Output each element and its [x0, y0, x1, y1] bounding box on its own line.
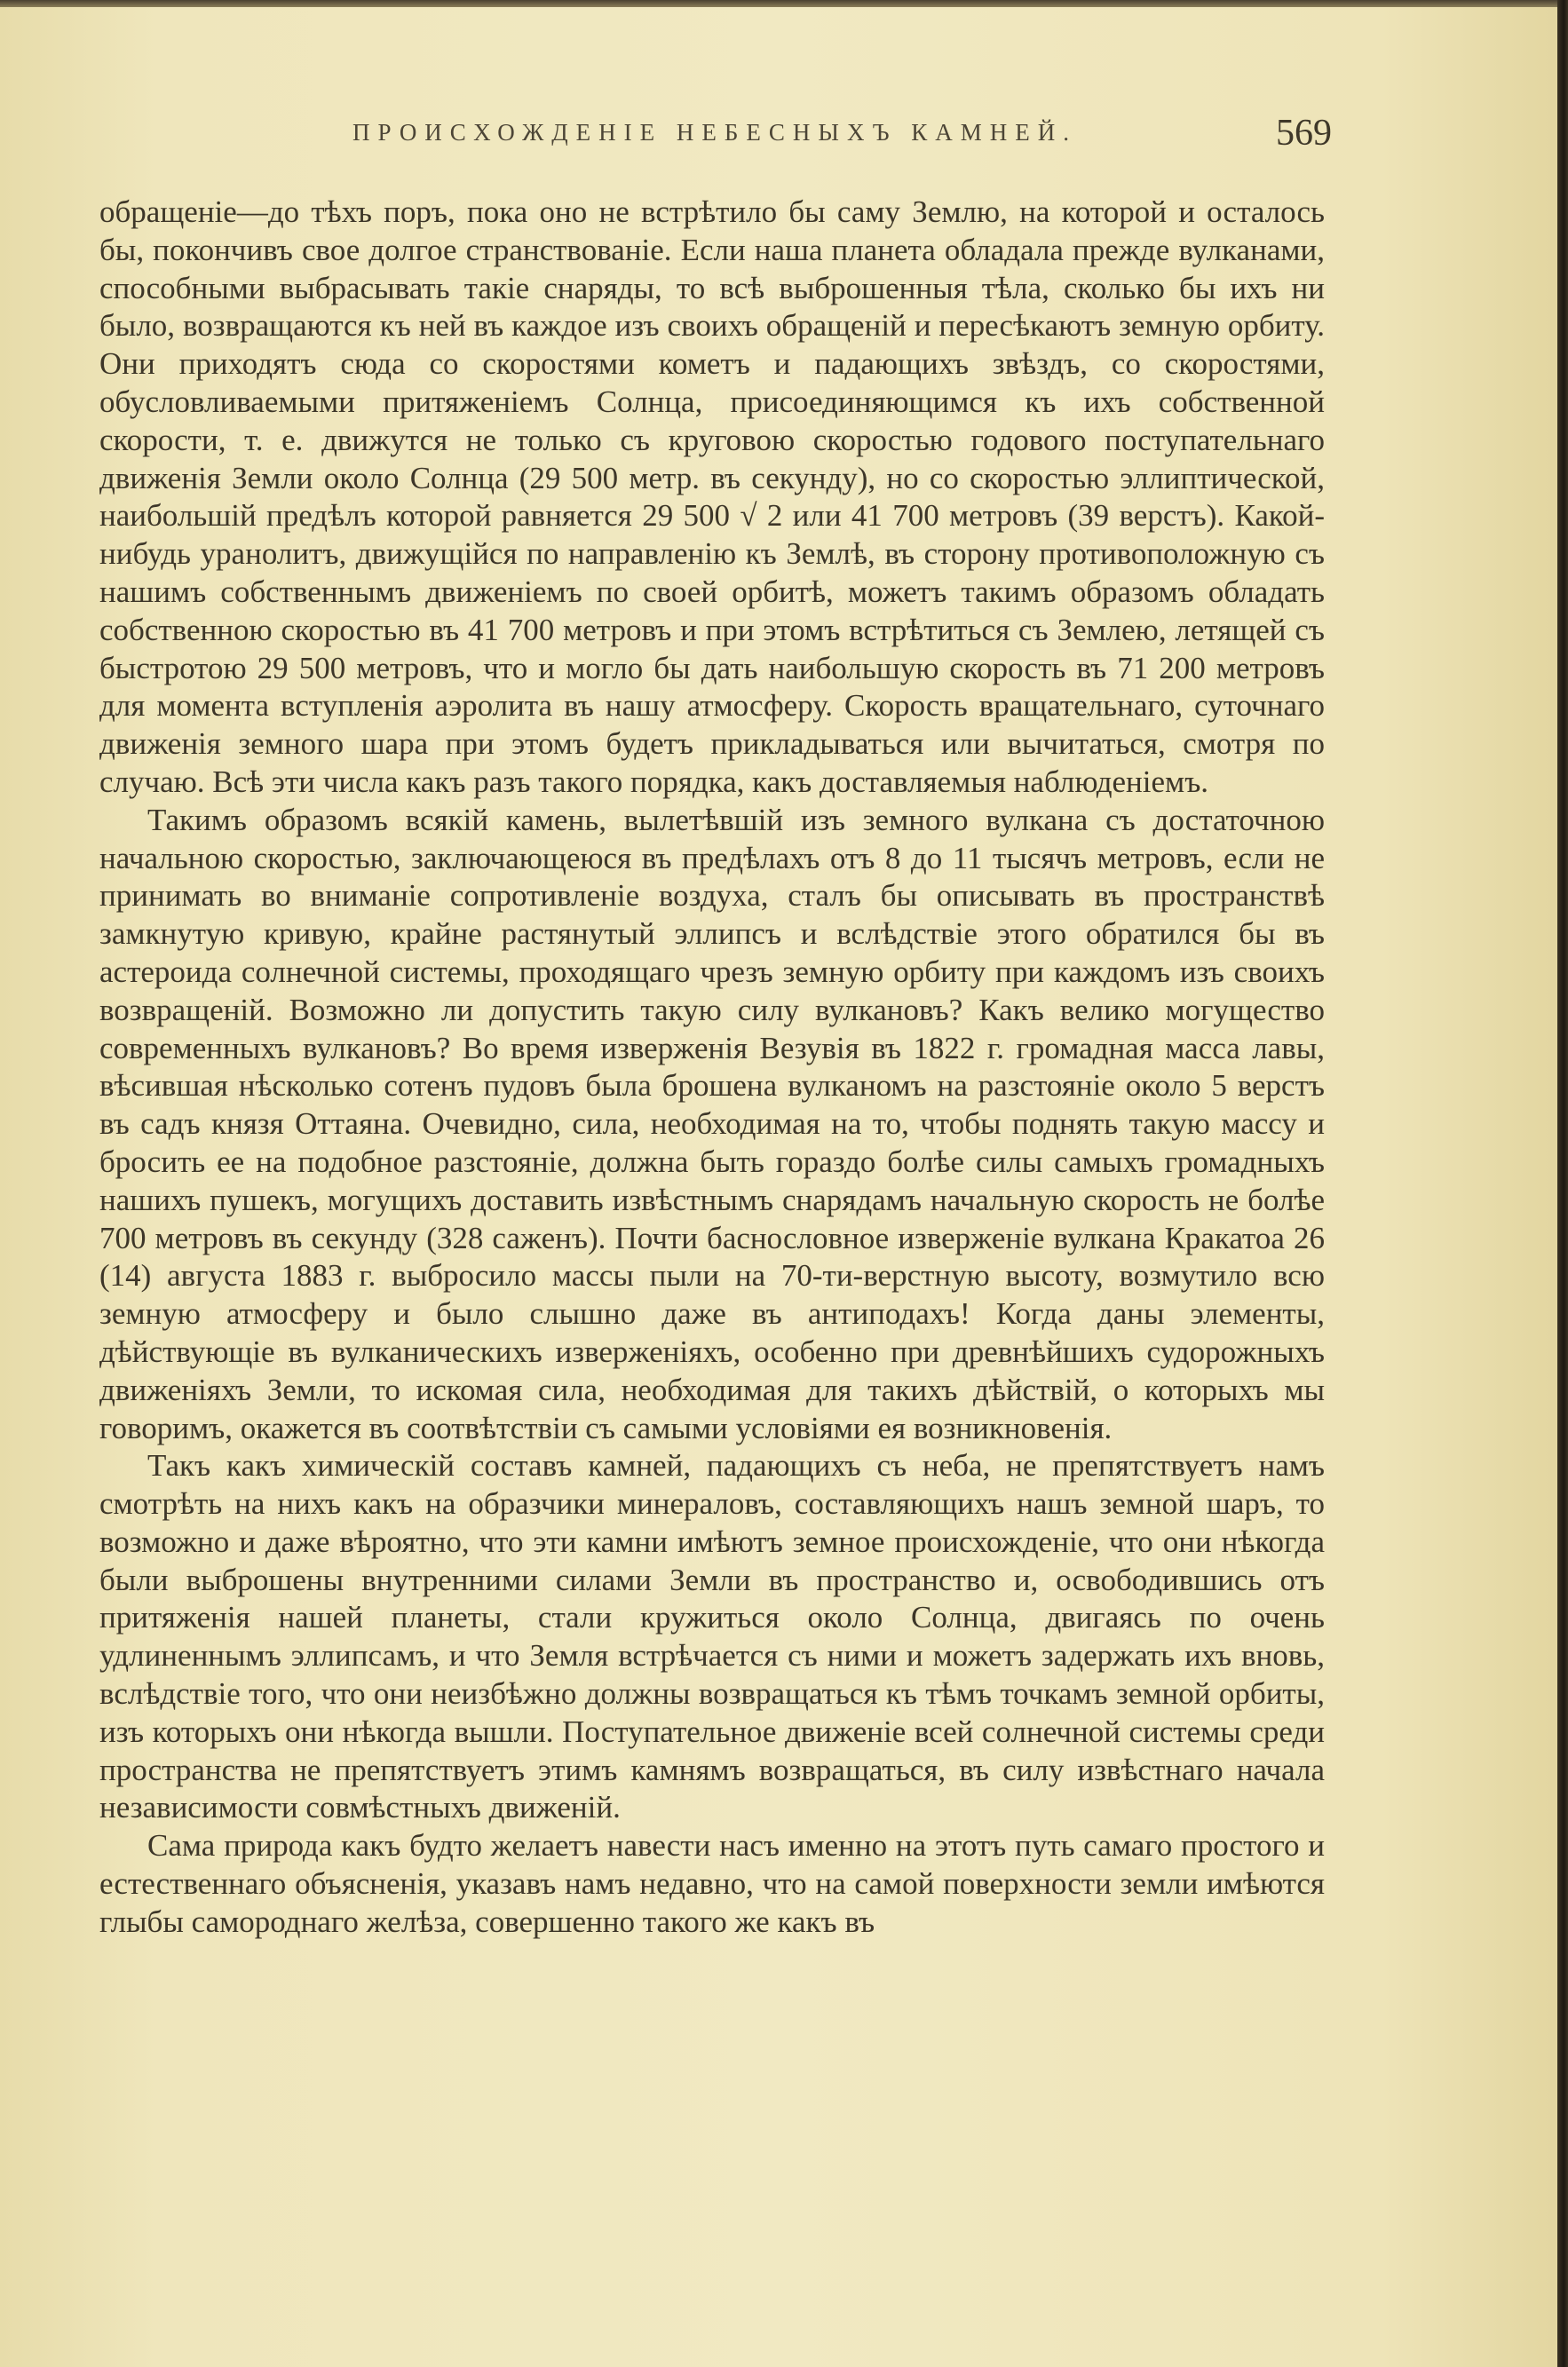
running-title: ПРОИСХОЖДЕНІЕ НЕБЕСНЫХЪ КАМНЕЙ.: [352, 119, 1078, 146]
paragraph: Такимъ образомъ всякій камень, вылетѣвшій изъ земного вулкана съ достаточною начальною скоростью, заключающеюся въ предѣлахъ отъ 8 до 11 тысячъ метровъ, если не принимать во вниманіе сопротивленіе воздуха, сталъ бы описывать въ пространствѣ замкнутую кривую, крайне растянутый эллипсъ и вслѣдствіе этого обратился бы въ астероида солнечной системы, проходящаго чрезъ земную орбиту при каждомъ изъ своихъ возвращеній. Возможно ли допустить такую силу вулкановъ? Какъ велико могущество современныхъ вулкановъ? Во время изверженія Везувія въ 1822 г. громадная масса лавы, вѣсившая нѣсколько сотенъ пудовъ была брошена вулканомъ на разстояніе около 5 верстъ въ садъ князя Оттаяна. Очевидно, сила, необходимая на то, чтобы поднять такую массу и бросить ее на подобное разстояніе, должна быть гораздо болѣе силы самыхъ громадныхъ нашихъ пушекъ, могущихъ доставить извѣстнымъ снарядамъ начальную скорость не болѣе 700 метровъ въ секунду (328 саженъ). Почти баснословное изверженіе вулкана Кракатоа 26 (14) августа 1883 г. выбросило массы пыли на 70-ти-верстную высоту, возмутило всю земную атмосферу и было слышно даже въ антиподахъ! Когда даны элементы, дѣйствующіе въ вулканическихъ изверженіяхъ, особенно при древнѣйшихъ судорожныхъ движеніяхъ Земли, то искомая сила, необходимая для такихъ дѣйствій, о которыхъ мы говоримъ, окажется въ соотвѣтствіи съ самыми условіями ея возникновенія.: [99, 802, 1325, 1445]
page-top-edge: [0, 0, 1568, 7]
page-binding-edge: [1557, 0, 1568, 2367]
paragraph: Такъ какъ химическій составъ камней, падающихъ съ неба, не препятствуетъ намъ смотрѣть на нихъ какъ на образчики минераловъ, составляющихъ нашъ земной шаръ, то возможно и даже вѣроятно, что эти камни имѣютъ земное происхожденіе, что они нѣкогда были выброшены внутренними силами Земли въ пространство и, освободившись отъ притяженія нашей планеты, стали кружиться около Солнца, двигаясь по очень удлиненнымъ эллипсамъ, и что Земля встрѣчается съ ними и можетъ задержать ихъ вновь, вслѣдствіе того, что они неизбѣжно должны возвращаться къ тѣмъ точкамъ земной орбиты, изъ которыхъ они нѣкогда вышли. Поступательное движеніе всей солнечной системы среди пространства не препятствуетъ этимъ камнямъ возвращаться, въ силу извѣстнаго начала независимости совмѣстныхъ движеній.: [99, 1448, 1325, 1825]
body-text: [99, 194, 1325, 1942]
paragraph: обращеніе—до тѣхъ поръ, пока оно не встрѣтило бы саму Землю, на которой и осталось бы, покончивъ свое долгое странствованіе. Если наша планета обладала прежде вулканами, способными выбрасывать такіе снаряды, то всѣ выброшенныя тѣла, сколько бы ихъ ни было, возвращаются къ ней въ каждое изъ своихъ обращеній и пересѣкаютъ земную орбиту. Они приходятъ сюда со скоростями кометъ и падающихъ звѣздъ, со скоростями, обусловливаемыми притяженіемъ Солнца, присоединяющимся къ ихъ собственной скорости, т. е. движутся не только съ круговою скоростью годового поступательнаго движенія Земли около Солнца (29 500 метр. въ секунду), но со скоростью эллиптической, наибольшій предѣлъ которой равняется 29 500 √ 2 или 41 700 метровъ (39 верстъ). Какой-нибудь уранолитъ, движущійся по направленію къ Землѣ, въ сторону противоположную съ нашимъ собственнымъ движеніемъ по своей орбитѣ, можетъ такимъ образомъ обладать собственною скоростью въ 41 700 метровъ и при этомъ встрѣтиться съ Землею, летящей съ быстротою 29 500 метровъ, что и могло бы дать наибольшую скорость въ 71 200 метровъ для момента вступленія аэролита въ нашу атмосферу. Скорость вращательнаго, суточнаго движенія земного шара при этомъ будетъ прикладываться или вычитаться, смотря по случаю. Всѣ эти числа какъ разъ такого порядка, какъ доставляемыя наблюденіемъ.: [99, 194, 1325, 799]
page-number: 569: [1276, 113, 1332, 154]
paragraph: Сама природа какъ будто желаетъ навести насъ именно на этотъ путь самаго простого и естественнаго объясненія, указавъ намъ недавно, что на самой поверхности земли имѣются глыбы самороднаго желѣза, совершенно такого же какъ въ: [99, 1828, 1325, 1939]
page-header: [98, 112, 1332, 156]
